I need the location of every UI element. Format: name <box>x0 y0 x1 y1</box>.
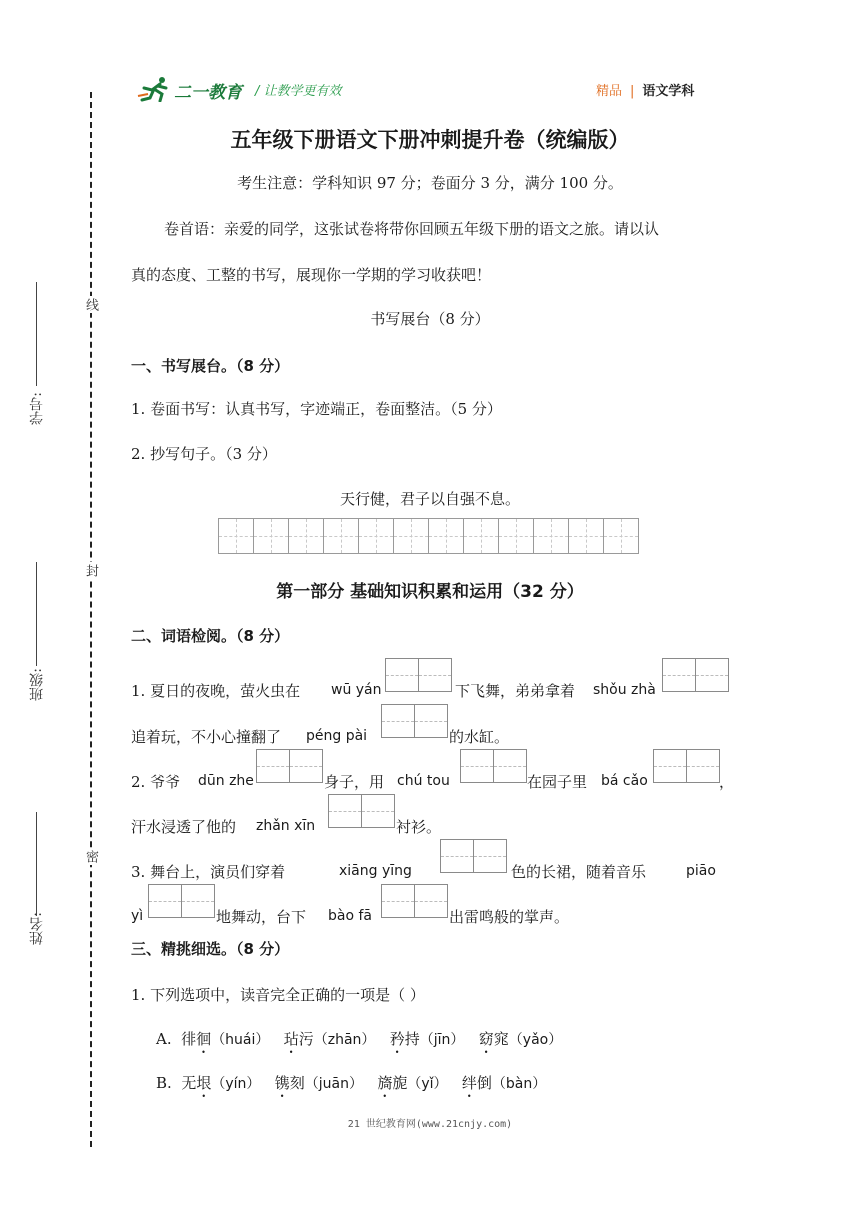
preface-line-2: 真的态度、工整的书写，展现你一学期的学习收获吧！ <box>131 266 492 284</box>
section-1-q2: 2. 抄写句子。（3 分） <box>131 445 277 463</box>
q2-2-text-b: 身子，用 <box>324 773 385 791</box>
answer-box[interactable] <box>381 884 447 916</box>
pinyin: yì <box>131 908 144 924</box>
pinyin: bá cǎo <box>601 773 648 789</box>
quality-label: 精品 <box>596 84 623 99</box>
q2-1-text-c: 追着玩，不小心撞翻了 <box>131 728 282 746</box>
writing-grid[interactable] <box>218 518 638 554</box>
answer-box[interactable] <box>328 794 394 826</box>
q2-3-text-b: 色的长裙，随着音乐 <box>511 863 647 881</box>
answer-box[interactable] <box>440 839 506 871</box>
runner-logo-icon <box>136 76 176 102</box>
section-3-q1: 1. 下列选项中，读音完全正确的一项是（ ） <box>131 986 425 1004</box>
q2-2-text-a: 2. 爷爷 <box>131 773 181 791</box>
section-2-heading: 二、词语检阅。（8 分） <box>131 627 290 645</box>
xingming-label: 姓名: <box>29 912 45 945</box>
option-b[interactable]: B. 无垠（yín） 镌刻（juān） 旖旎（yǐ） 绊倒（bàn） <box>156 1074 547 1092</box>
pinyin: péng pài <box>306 728 368 744</box>
pinyin: dūn zhe <box>198 773 254 789</box>
q2-1-text-a: 1. 夏日的夜晚，萤火虫在 <box>131 682 301 700</box>
pinyin: piāo <box>686 863 716 879</box>
seal-xian: 线 <box>83 298 98 311</box>
q2-2-text-e: 汗水浸透了他的 <box>131 818 237 836</box>
header-subject: 精品 | 语文学科 <box>596 84 695 99</box>
page-footer: 21 世纪教育网(www.21cnjy.com) <box>347 1119 513 1130</box>
seal-feng: 封 <box>83 564 98 577</box>
banji-label: 班级: <box>29 668 45 701</box>
q2-2-text-f: 衬衫。 <box>396 818 442 836</box>
q2-3-text-c: 地舞动，台下 <box>216 908 307 926</box>
pinyin: zhǎn xīn <box>256 818 316 834</box>
copy-sentence: 天行健，君子以自强不息。 <box>339 490 520 508</box>
q2-2-text-d: ， <box>719 773 735 791</box>
preface-line-1: 卷首语：亲爱的同学，这张试卷将带你回顾五年级下册的语文之旅。请以认 <box>164 220 660 238</box>
seal-mi: 密 <box>83 850 98 863</box>
q2-1-text-b: 下飞舞，弟弟拿着 <box>455 682 576 700</box>
section-1-q1: 1. 卷面书写：认真书写，字迹端正，卷面整洁。（5 分） <box>131 400 502 418</box>
xuehao-line <box>36 282 37 386</box>
notice: 考生注意：学科知识 97 分；卷面分 3 分，满分 100 分。 <box>237 174 623 192</box>
answer-box[interactable] <box>662 658 728 690</box>
page-title: 五年级下册语文下册冲刺提升卷（统编版） <box>230 128 630 152</box>
option-a[interactable]: A. 徘徊（huái） 玷污（zhān） 矜持（jīn） 窈窕（yǎo） <box>156 1030 563 1048</box>
writing-section-title: 书写展台（8 分） <box>370 310 490 328</box>
answer-box[interactable] <box>385 658 451 690</box>
answer-box[interactable] <box>381 704 447 736</box>
binding-dashed-line <box>90 92 92 1147</box>
pinyin: xiāng yīng <box>339 863 412 879</box>
answer-box[interactable] <box>148 884 214 916</box>
answer-box[interactable] <box>256 749 322 781</box>
answer-box[interactable] <box>460 749 526 781</box>
answer-box[interactable] <box>653 749 719 781</box>
pinyin: bào fā <box>328 908 372 924</box>
q2-3-text-a: 3. 舞台上，演员们穿着 <box>131 863 286 881</box>
subject-label: 语文学科 <box>642 84 695 99</box>
part-1-heading: 第一部分 基础知识积累和运用（32 分） <box>276 582 584 602</box>
q2-3-text-d: 出雷鸣般的掌声。 <box>449 908 570 926</box>
pinyin: chú tou <box>397 773 450 789</box>
slogan: / 让教学更有效 <box>255 84 342 99</box>
section-3-heading: 三、精挑细选。（8 分） <box>131 940 290 958</box>
section-1-heading: 一、书写展台。（8 分） <box>131 357 290 375</box>
pinyin: shǒu zhà <box>593 682 656 698</box>
q2-2-text-c: 在园子里 <box>527 773 588 791</box>
q2-1-text-d: 的水缸。 <box>449 728 510 746</box>
xingming-line <box>36 812 37 916</box>
pinyin: wū yán <box>331 682 382 698</box>
logo-text: 二一教育 <box>174 83 242 103</box>
xuehao-label: 学号: <box>29 392 45 425</box>
